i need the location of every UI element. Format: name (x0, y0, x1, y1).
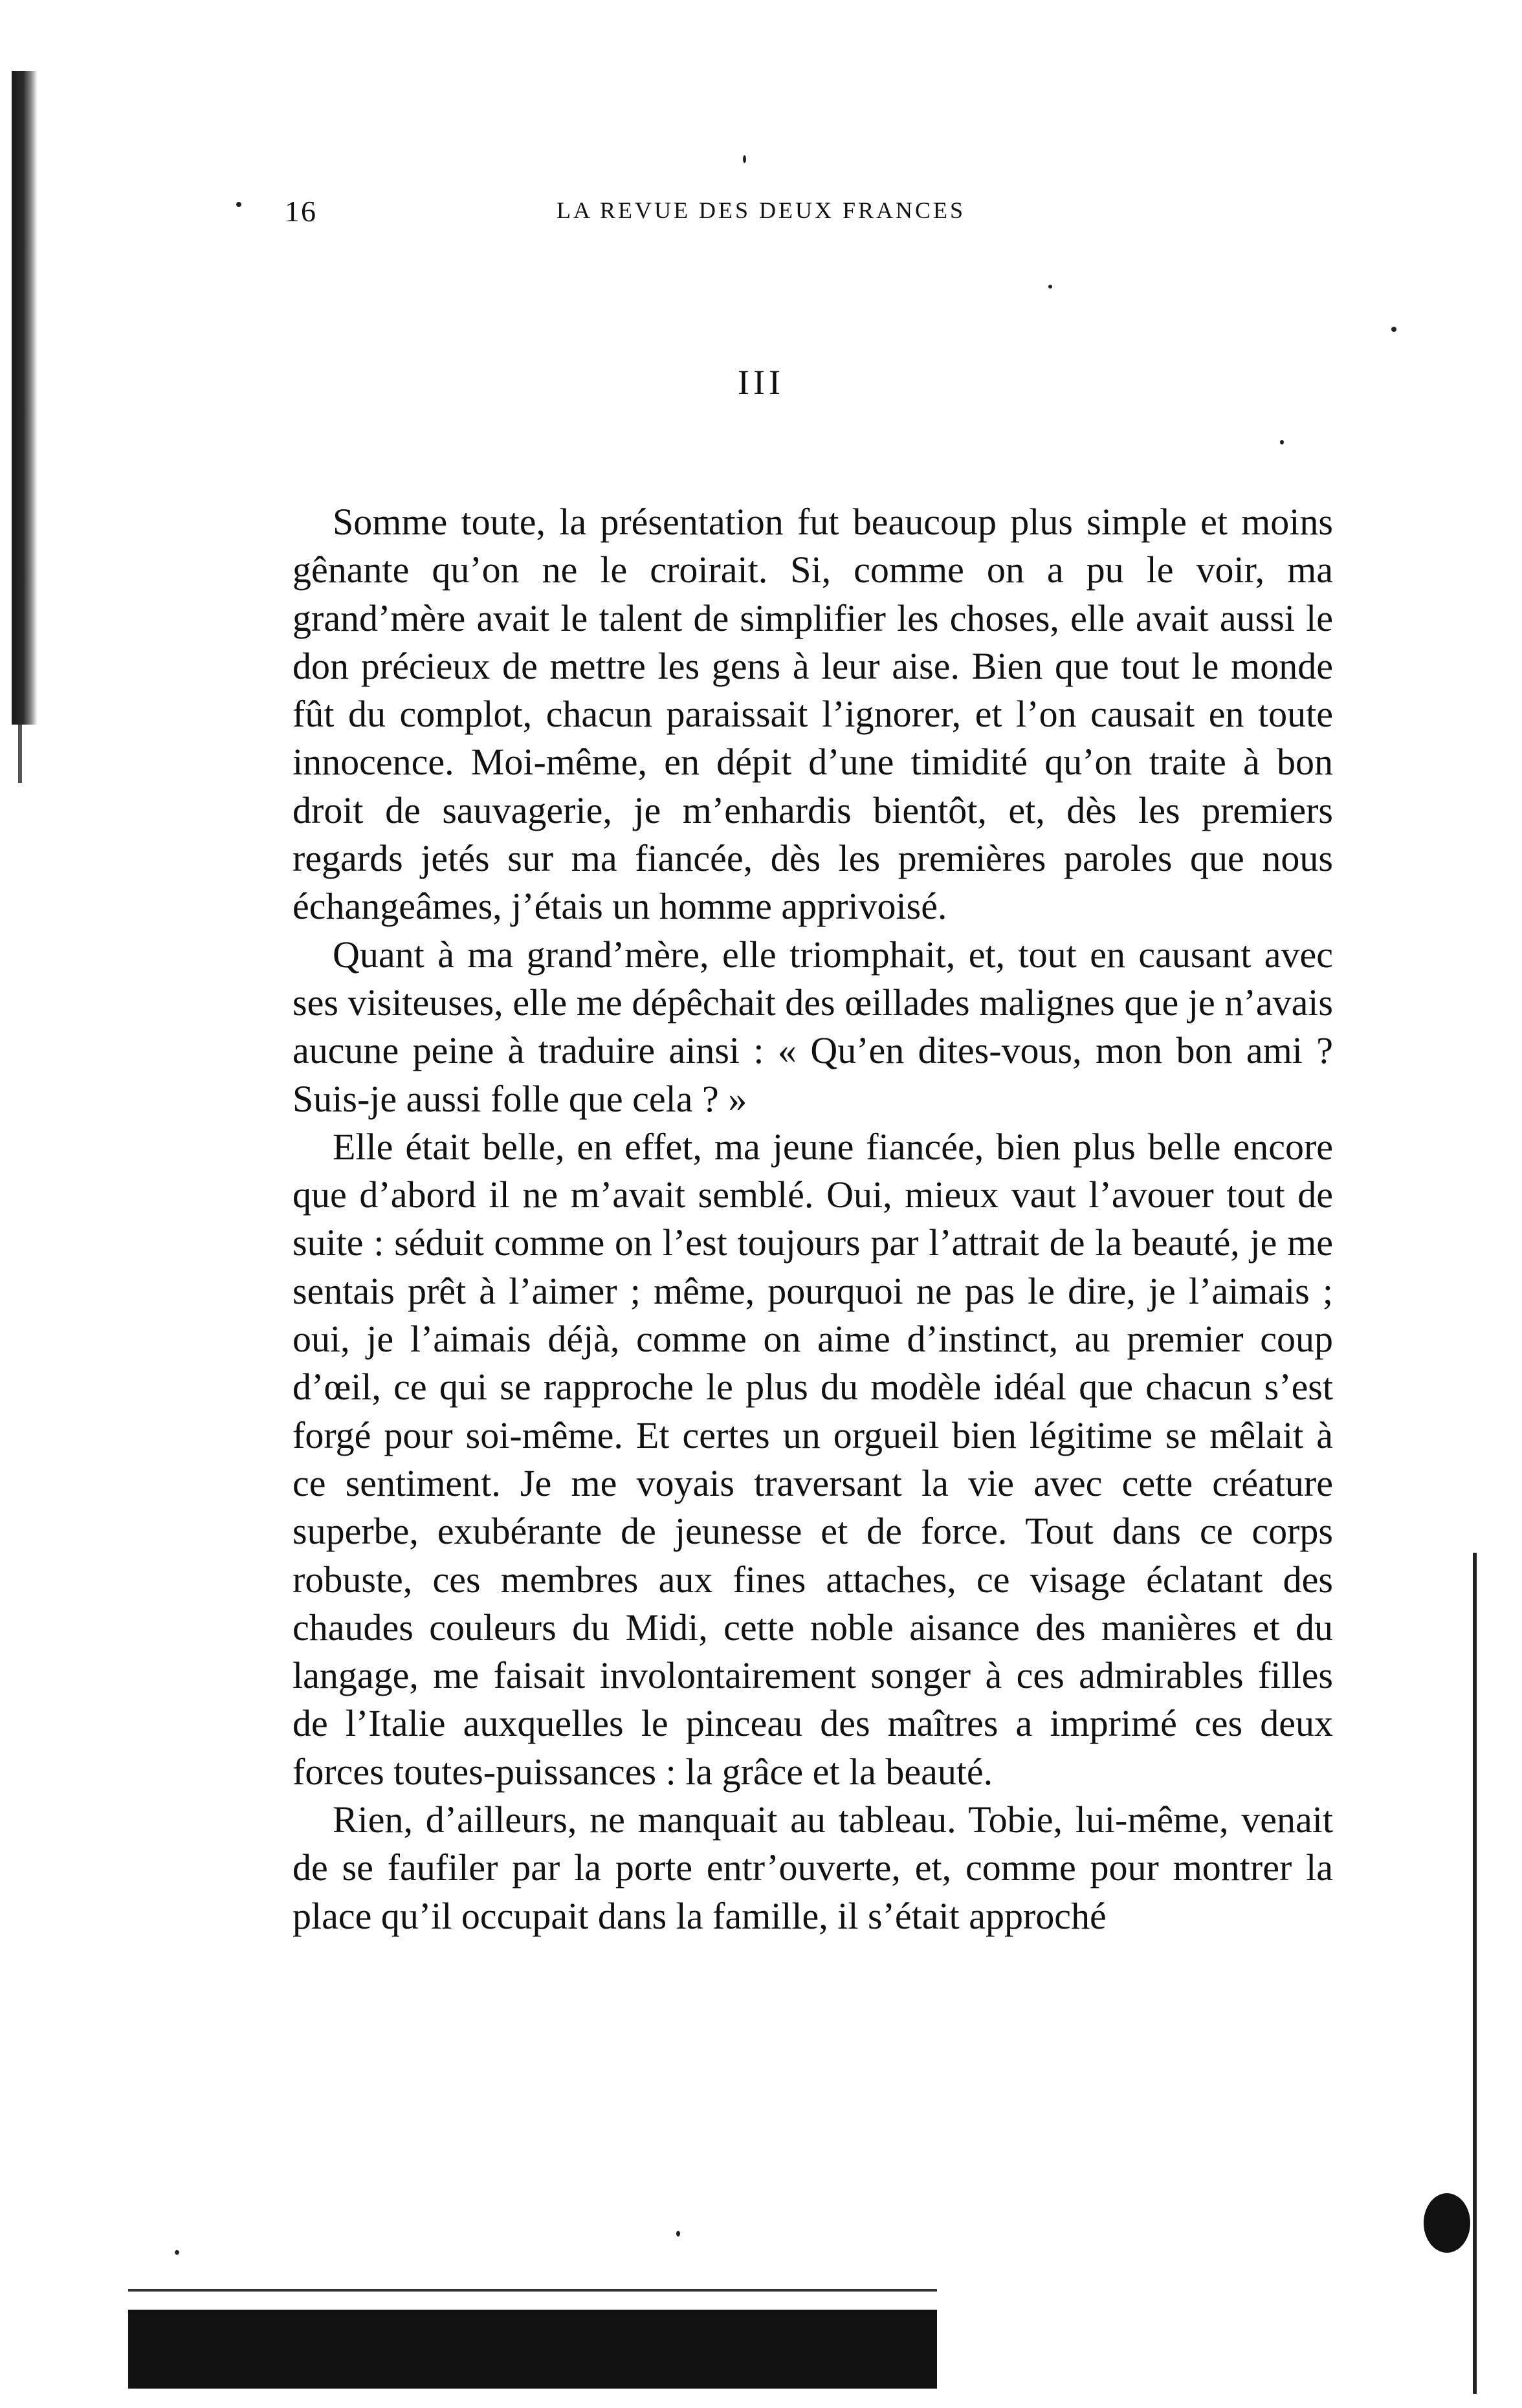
paragraph: Elle était belle, en effet, ma jeune fiancée, bien plus belle encore que d’abord il ne m’avait semblé. Oui, mieux vaut l’avouer tout de suite : séduit comme on l’est toujours par l’attrait de la beauté, je me sentais prêt à l’aimer ; même, pourquoi ne pas le dire, je l’aimais ; oui, je l’aimais déjà, comme on aime d’instinct, au premier coup d’œil, ce qui se rapproche le plus du modèle idéal que chacun s’est forgé pour soi-même. Et certes un orgueil bien légitime se mêlait à ce sentiment. Je me voyais traversant la vie avec cette créature superbe, exubérante de jeunesse et de force. Tout dans ce corps robuste, ces membres aux fines attaches, ce visage éclatant des chaudes couleurs du Midi, cette noble aisance des manières et du langage, me faisait involontairement songer à ces admirables filles de l’Italie auxquelles le pinceau des maîtres a imprimé ces deux forces toutes-puissances : la grâce et la beauté. (292, 1125, 1333, 1793)
speck (1280, 440, 1284, 444)
speck (175, 2250, 179, 2255)
page-number: 16 (285, 195, 317, 228)
running-title: LA REVUE DES DEUX FRANCES (557, 197, 966, 223)
speck (1391, 327, 1396, 332)
paragraph: Rien, d’ailleurs, ne manquait au tableau. Tobie, lui-même, venait de se faufiler par la porte entr’ouverte, et, comme pour montrer la place qu’il occupait dans la famille, il s’était approché (292, 1799, 1333, 1937)
body-text (292, 498, 1333, 1940)
scan-bottom-line (128, 2289, 937, 2292)
scan-edge-right (1473, 1553, 1477, 2394)
scan-bottom-bar (128, 2310, 937, 2389)
paragraph: Quant à ma grand’mère, elle triomphait, et, tout en causant avec ses visiteuses, elle me dépêchait des œillades malignes que je n’avais aucune peine à traduire ainsi : « Qu’en dites-vous, mon bon ami ? Suis-je aussi folle que cela ? » (292, 933, 1333, 1120)
speck (1048, 285, 1052, 289)
paragraph: Somme toute, la présentation fut beaucoup plus simple et moins gênante qu’on ne le croirait. Si, comme on a pu le voir, ma grand’mère avait le talent de simplifier les choses, elle avait aussi le don précieux de mettre les gens à leur aise. Bien que tout le monde fût du complot, chacun paraissait l’ignorer, et l’on causait en toute innocence. Moi-même, en dépit d’une timidité qu’on traite à bon droit de sauvagerie, je m’enhardis bientôt, et, dès les premiers regards jetés sur ma fiancée, dès les premières paroles que nous échangeâmes, j’étais un homme apprivoisé. (292, 501, 1333, 928)
page-header (285, 194, 1048, 233)
section-heading: III (738, 363, 784, 402)
ink-blot (1424, 2193, 1470, 2253)
speck (743, 155, 746, 163)
speck (236, 202, 241, 207)
speck (676, 2231, 680, 2237)
